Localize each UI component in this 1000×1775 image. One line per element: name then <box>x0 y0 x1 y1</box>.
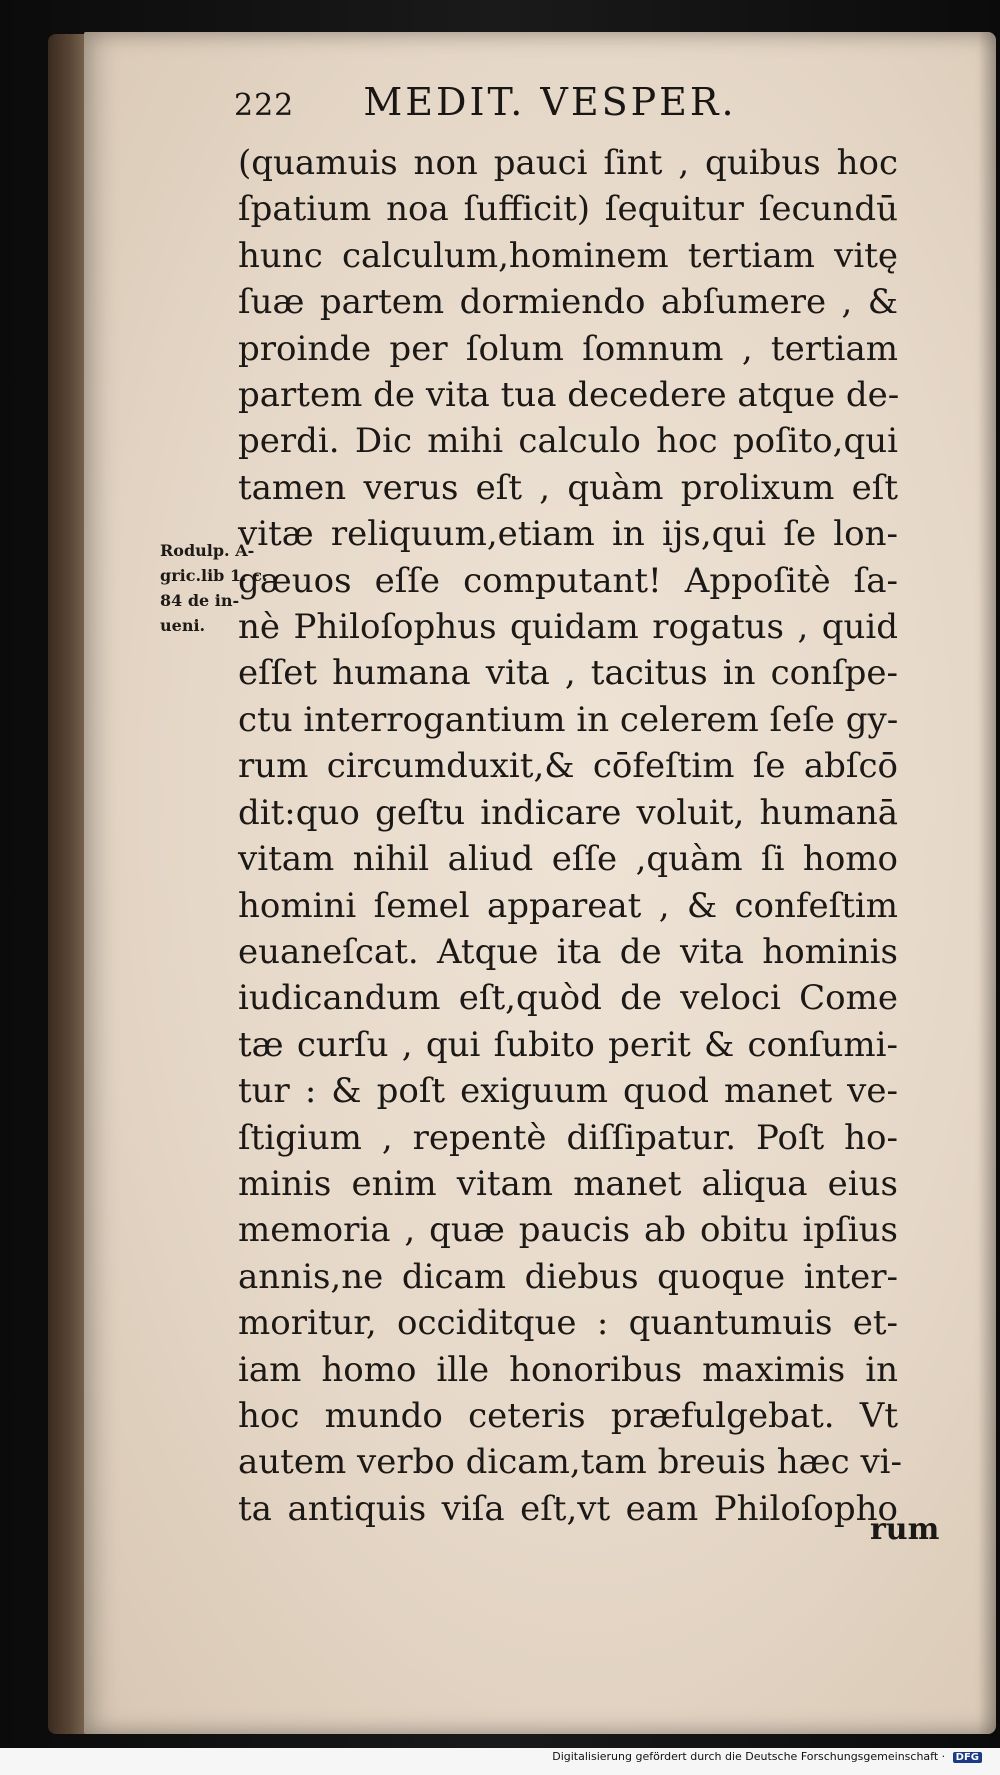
body-text <box>238 140 903 1532</box>
text-line: gæuos eſſe computant! Appoſitè ſa- <box>238 560 898 601</box>
text-line: rum circumduxit,& cōfeſtim ſe abſcō <box>238 746 898 787</box>
margin-note-line: ueni. <box>160 616 206 635</box>
text-line: moritur, occiditque : quantumuis et- <box>238 1303 898 1344</box>
margin-note-line: gric.lib 1. c. <box>160 566 268 585</box>
text-line: dit:quo geſtu indicare voluit, humanā <box>238 792 898 833</box>
text-line: iudicandum eſt,quòd de veloci Come <box>238 978 898 1019</box>
text-line: hoc mundo ceteris præfulgebat. Vt <box>238 1395 898 1436</box>
text-line: annis,ne dicam diebus quoque inter- <box>238 1256 898 1297</box>
text-line: ctu interrogantium in celerem ſeſe gy- <box>238 699 899 740</box>
margin-note-line: Rodulp. A- <box>160 541 255 560</box>
book-spine-edge <box>48 34 86 1734</box>
page-header <box>234 80 737 124</box>
text-line: partem de vita tua decedere atque de- <box>238 375 900 416</box>
text-line: memoria , quæ paucis ab obitu ipſius <box>238 1210 898 1251</box>
text-line: vitam nihil aliud eſſe ,quàm ſi homo <box>238 839 898 880</box>
text-line: vitæ reliquum,etiam in ijs,qui ſe lon- <box>238 514 898 555</box>
margin-note-line: 84 de in- <box>160 591 240 610</box>
text-line: iam homo ille honoribus maximis in <box>238 1349 898 1390</box>
text-line: hunc calculum,hominem tertiam vitę <box>238 235 898 276</box>
page-edge-shadow <box>978 32 996 1734</box>
text-line: tæ curſu , qui ſubito perit & conſumi- <box>238 1024 898 1065</box>
text-line: ta antiquis viſa eſt,vt eam Philoſopho <box>238 1488 898 1529</box>
page-number: 222 <box>234 88 295 123</box>
text-line: euaneſcat. Atque ita de vita hominis <box>238 931 898 972</box>
text-line: proinde per ſolum ſomnum , tertiam <box>238 328 898 369</box>
credit-text: Digitalisierung gefördert durch die Deutsche Forschungsgemeinschaft · <box>552 1750 946 1763</box>
text-line: ſtigium , repentè diſſipatur. Poſt ho- <box>238 1117 898 1158</box>
text-line: ſpatium noa ſufficit) ſequitur ſecundū <box>238 189 898 230</box>
text-line: (quamuis non pauci ſint , quibus hoc <box>238 143 898 183</box>
text-line: eſſet humana vita , tacitus in conſpe- <box>238 653 898 694</box>
text-line: perdi. Dic mihi calculo hoc poſito,qui <box>238 421 898 462</box>
catchword: rum <box>870 1512 940 1547</box>
running-title: MEDIT. VESPER. <box>363 80 737 124</box>
digitization-credit <box>552 1750 982 1763</box>
dfg-logo: DFG <box>953 1752 982 1763</box>
text-line: nè Philoſophus quidam rogatus , quid <box>238 607 898 648</box>
text-line: tamen verus eſt , quàm prolixum eſt <box>238 467 898 508</box>
text-line: autem verbo dicam,tam breuis hæc vi- <box>238 1442 903 1483</box>
text-line: ſuæ partem dormiendo abſumere , & <box>238 282 898 323</box>
text-line: tur : & poſt exiguum quod manet ve- <box>238 1071 898 1112</box>
text-line: minis enim vitam manet aliqua eius <box>238 1163 898 1204</box>
text-line: homini ſemel appareat , & confeſtim <box>238 885 898 926</box>
